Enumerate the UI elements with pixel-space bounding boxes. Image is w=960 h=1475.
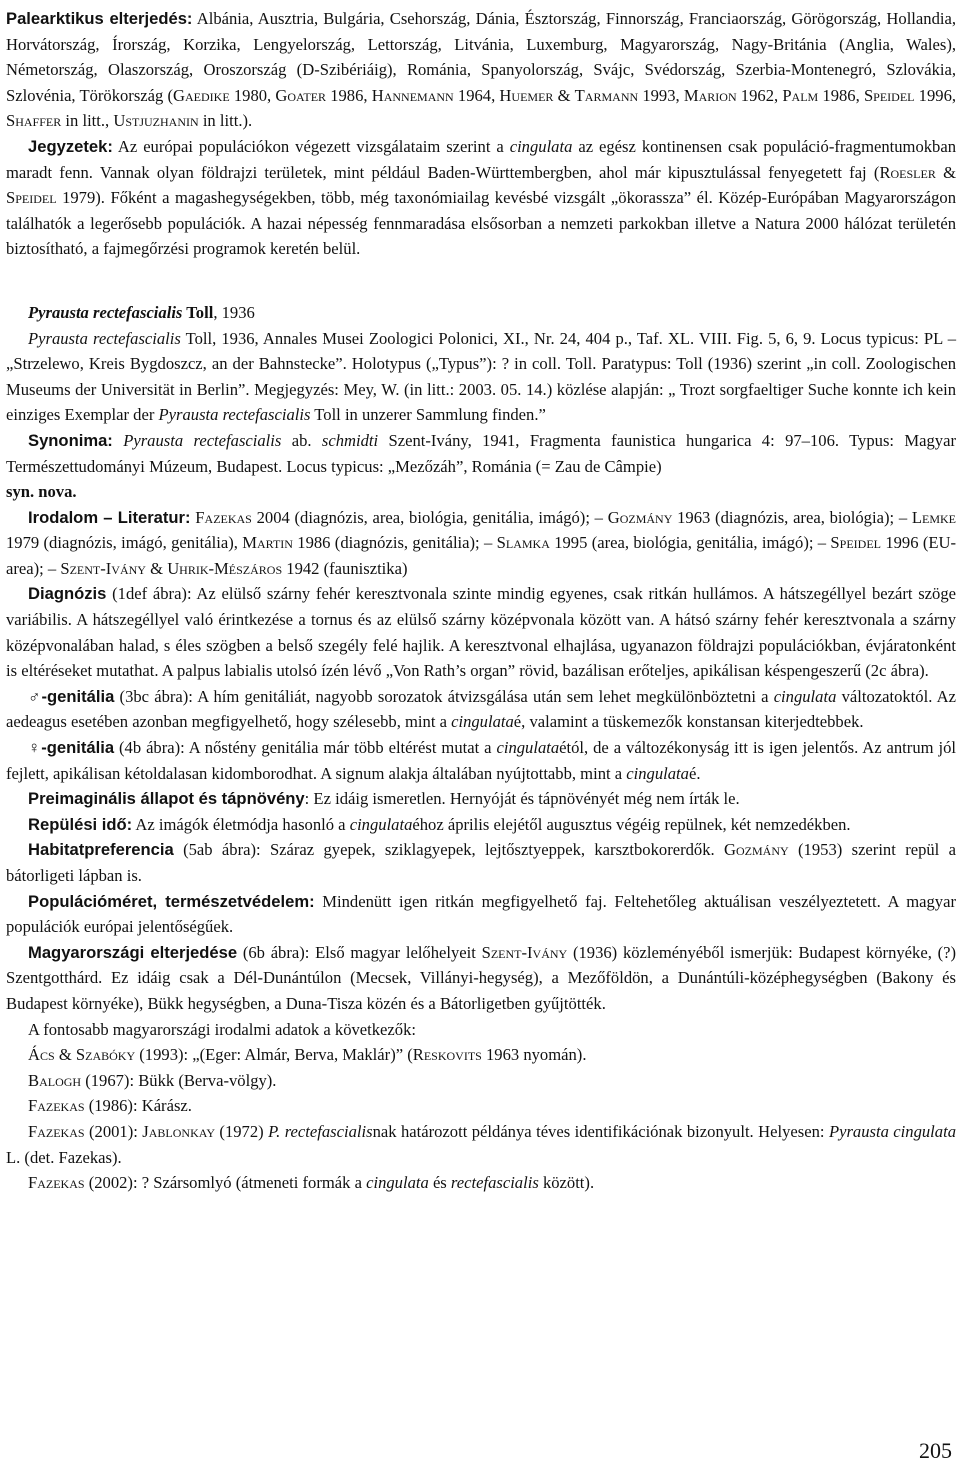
paragraph-female-genitalia: ♀-genitália (4b ábra): A nőstény genitália már több eltérést mutat a cingulataétól, de a változékonyság itt is igen jelentős. Az antrum jól fejlett, apikálisan kétoldalasan kidomborodhat. A signum alakja általában nyújtottabb, mint a cingulataé. <box>6 738 956 783</box>
label-flight-period: Repülési idő: <box>28 814 133 834</box>
author-ref: Tarmann <box>574 85 639 105</box>
label-female-genitalia: -genitália <box>41 738 115 758</box>
author-ref: Balogh <box>28 1070 82 1090</box>
paragraph-flight-period: Repülési idő: Az imágók életmódja hasonló a cingulataéhoz április elejétől augusztus végéig repülnek, két nemzedékben. <box>28 814 851 834</box>
label-palearctic-distribution: Palearktikus elterjedés: <box>6 9 193 28</box>
author-ref: Gaedike <box>173 85 230 105</box>
label-preimaginal: Preimaginális állapot és tápnövény <box>28 789 305 809</box>
author-ref: Palm <box>782 85 819 105</box>
paragraph-preimaginal: Preimaginális állapot és tápnövény: Ez idáig ismeretlen. Hernyóját és tápnövényét még nem írták le. <box>28 789 740 809</box>
author-ref: Martin <box>242 533 293 553</box>
paragraph-literature: Irodalom – Literatur: Fazekas 2004 (diagnózis, area, biológia, genitália, imágó); – Gozmány 1963 (diagnózis, area, biológia); – Lemke 1979 (diagnózis, imágó, genitália), Martin 1986 (diagnózis, genitália); – Slamka 1995 (area, biológia, genitália, imágó); – Speidel 1996 (EU-area); – Szent-Ivány & Uhrik-Mészáros 1942 (faunisztika) <box>6 507 957 578</box>
author-ref: Szabóky <box>75 1045 136 1065</box>
label-notes: Jegyzetek: <box>28 136 113 156</box>
author-ref: Gozmány <box>607 507 673 527</box>
author-ref: Szent-Ivány <box>60 558 146 578</box>
page-number: 205 <box>919 1438 952 1463</box>
author-ref: Huemer <box>499 85 554 105</box>
species-name: Pyrausta rectefascialis <box>28 302 183 322</box>
author-ref: Speidel <box>863 85 915 105</box>
paragraph-hungarian-distribution: Magyarországi elterjedése (6b ábra): Első magyar lelőhelyeit Szent-Ivány (1936) közleményéből ismerjük: Budapest környéke, (?) Szentgotthárd. Ez idáig csak a Dél-Dunántúlon (Mecsek, Villányi-hegység), a Mezőföldön, a Dunántúli-középhegységben (Bakony és Budapest környéke), Bükk hegységben, a Duna-Tisza közén és a Bátorligetben gyűjtötték. <box>6 942 956 1013</box>
paragraph-population: Populációméret, természetvédelem: Mindenütt igen ritkán megfigyelhető faj. Feltehetőleg aktuálisan veszélyeztetett. A magyar populációk európai jelentőségűek. <box>6 891 956 937</box>
author-ref: Gozmány <box>724 840 789 860</box>
author-ref: Fazekas <box>28 1096 85 1116</box>
author-ref: Fazekas <box>28 1173 85 1193</box>
page-body <box>6 6 956 1196</box>
author-ref: Marion <box>683 85 737 105</box>
female-symbol-icon: ♀ <box>28 738 42 758</box>
author-ref: Uhrik-Mészáros <box>167 558 283 578</box>
author-ref: Speidel <box>830 533 881 553</box>
paragraph-habitat: Habitatpreferencia (5ab ábra): Száraz gyepek, sziklagyepek, lejtősztyeppek, karsztbokorerdők. Gozmány (1953) szerint repül a bátorligeti lápban is. <box>6 840 957 885</box>
author-ref: Fazekas <box>28 1121 85 1141</box>
paragraph-synonyms: Synonima: Pyrausta rectefascialis ab. schmidti Szent-Ivány, 1941, Fragmenta faunistica hungarica 4: 97–106. Typus: Magyar Természettudományi Múzeum, Budapest. Locus typicus: „Mezőzáh”, Románia (= Zau de Câmpie) <box>6 430 956 476</box>
author-ref: Szent-Ivány <box>481 942 568 962</box>
paragraph-diagnosis: Diagnózis (1def ábra): Az elülső szárny fehér keresztvonala szinte mindig egyenes, csak ritkán hullámos. A hátszegéllyel bezárt szöge variábilis. A hátszegéllyel való érintkezése a tornus és az elülső szárny középvonala között van. A hátsó szárny fehér keresztvonala a szárny középvonalában halad, s éles szögben a belső szegély felé hajlik. A keresztvonal elhajlása, ugyanazon földrajzi populációkban, évjáratonként is eltéréseket mutathat. A palpus labialis utolsó ízén lévő „Von Rath’s organ” rövid, bazálisan erőteljes, apikálisan késpengeszerű (2c ábra). <box>6 584 956 681</box>
record-balogh: Balogh (1967): Bükk (Berva-völgy). <box>28 1070 277 1090</box>
author-ref: Hannemann <box>371 85 454 105</box>
label-population: Populációméret, természetvédelem: <box>28 891 315 911</box>
label-synonyms: Synonima: <box>28 430 113 450</box>
record-acs-szaboky: Ács & Szabóky (1993): „(Eger: Almár, Berva, Maklár)” (Reskovits 1963 nyomán). <box>28 1045 587 1065</box>
label-diagnosis: Diagnózis <box>28 584 107 604</box>
author-ref: Shaffer <box>6 111 62 131</box>
label-male-genitalia: -genitália <box>41 686 115 706</box>
paragraph-notes: Jegyzetek: Az európai populációkon végezett vizsgálataim szerint a cingulata az egész kontinensen csak populáció-fragmentumokban maradt fenn. Vannak olyan földrajzi területek, mint például Baden-Württembergben, ahol már kipusztulással fenyegetett faj (Roesler & Speidel 1979). Főként a magashegységekben, több, még taxonómiailag kevésbé vizsgált „ökorassza” él. Közép-Európában Magyarországon találhatók a legerősebb populációk. A hazai népesség fennmaradása elsősorban a nemzeti parkokban illetve a Natura 2000 hálózat területén biztosítható, a fajmegőrzési programok keretén belül. <box>6 136 957 259</box>
author-ref: Roesler <box>879 162 936 182</box>
record-fazekas-2002: Fazekas (2002): ? Szársomlyó (átmeneti formák a cingulata és rectefascialis között). <box>28 1173 595 1193</box>
author-ref: Fazekas <box>195 507 252 527</box>
label-habitat: Habitatpreferencia <box>28 840 174 860</box>
paragraph-male-genitalia: ♂-genitália (3bc ábra): A hím genitáliát, nagyobb sorozatok átvizsgálása után sem lehet megkülönböztetni a cingulata változatoktól. Az aedeagus esetében azonban megfigyelhető, hogy szélesebb, mint a cingulataé, valamint a tüskemezők konstansan kiterjedtebbek. <box>6 686 956 732</box>
author-ref: Goater <box>275 85 327 105</box>
author-ref: Ács <box>28 1045 55 1065</box>
syn-nova: syn. nova. <box>6 482 77 502</box>
author-ref: Lemke <box>911 507 957 527</box>
section-gap <box>6 262 956 300</box>
species-heading <box>6 300 956 326</box>
paragraph-original-description: Pyrausta rectefascialis Toll, 1936, Annales Musei Zoologici Polonici, XI., Nr. 24, 404 p., Taf. XL. VIII. Fig. 5, 6, 9. Locus typicus: PL – „Strzelewo, Kreis Bygdoszcz, an der Bahnstecke”. Holotypus („Typus”): ? in coll. Toll. Paratypus: Toll (1936) szerint „in coll. Zoologischen Museums der Universität in Berlin”. Megjegyzés: Mey, W. (in litt.: 2003. 05. 14.) közlése alapján: „ Trozt sorgfaeltiger Suche konnte ich kein einziges Exemplar der Pyrausta rectefascialis Toll in unzerer Sammlung finden.” <box>6 328 956 425</box>
author-ref: Reskovits <box>412 1045 482 1065</box>
label-literature: Irodalom – Literatur: <box>28 507 191 527</box>
author-ref: Ustjuzhanin <box>113 111 199 131</box>
paragraph-records-intro: A fontosabb magyarországi irodalmi adatok a következők: <box>28 1019 416 1039</box>
male-symbol-icon: ♂ <box>28 686 42 706</box>
record-fazekas-2001: Fazekas (2001): Jablonkay (1972) P. rectefascialisnak határozott példányа téves identifikációnak bizonyult. Helyesen: Pyrausta cingulata L. (det. Fazekas). <box>6 1121 956 1167</box>
species-year: , 1936 <box>213 302 255 322</box>
species-author: Toll <box>182 302 214 322</box>
author-ref: Speidel <box>6 188 57 208</box>
author-ref: Slamka <box>496 533 550 553</box>
paragraph-distribution: Palearktikus elterjedés: Albánia, Ausztria, Bulgária, Csehország, Dánia, Észtország, Finnország, Franciaország, Görögország, Hollandia, Horvátország, Írország, Korzika, Lengyelország, Lettország, Litvánia, Luxemburg, Magyarország, Nagy-Británia (Anglia, Wales), Németország, Olaszország, Oroszország (D-Szibériáig), Románia, Spanyolország, Svájc, Svédország, Szerbia-Montenegró, Szlovákia, Szlovénia, Törökország (Gaedike 1980, Goater 1986, Hannemann 1964, Huemer & Tarmann 1993, Marion 1962, Palm 1986, Speidel 1996, Shaffer in litt., Ustjuzhanin in litt.). <box>6 9 957 131</box>
author-ref: Jablonkay <box>142 1121 215 1141</box>
record-fazekas-1986: Fazekas (1986): Kárász. <box>28 1096 192 1116</box>
label-hungarian-distribution: Magyarországi elterjedése <box>28 942 238 962</box>
